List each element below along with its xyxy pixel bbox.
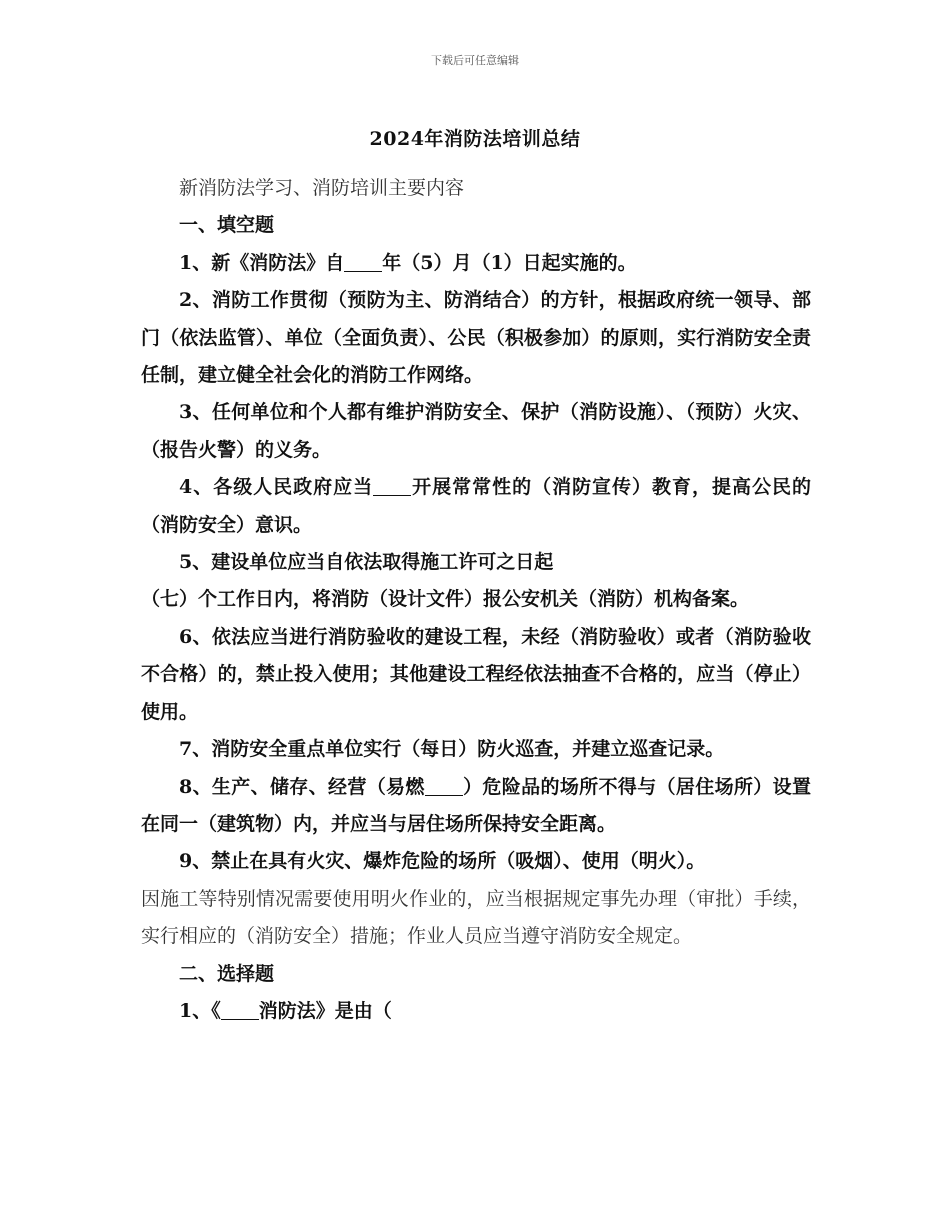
choice-question-1 — [141, 993, 811, 1030]
question-6: 6、依法应当进行消防验收的建设工程，未经（消防验收）或者（消防验收不合格）的，禁止投入使用；其他建设工程经依法抽查不合格的，应当（停止）使用。 — [141, 625, 811, 723]
question-4-part-a: 4、各级人民政府应当 — [179, 476, 374, 499]
blank-line — [425, 776, 463, 796]
question-1-part-a: 1、新《消防法》自 — [179, 251, 345, 274]
question-8 — [141, 769, 811, 844]
question-9-continuation: 因施工等特别情况需要使用明火作业的，应当根据规定事先办理（审批）手续，实行相应的（消防安全）措施；作业人员应当遵守消防安全规定。 — [141, 887, 811, 948]
blank-line — [373, 476, 411, 496]
choice-question-1-part-b: 消防法》是由（ — [258, 999, 392, 1022]
question-1 — [141, 245, 811, 282]
question-8-part-a: 8、生产、储存、经营（易燃 — [179, 775, 425, 798]
document-body — [141, 170, 811, 1030]
question-5-continuation: （七）个工作日内，将消防（设计文件）报公安机关（消防）机构备案。 — [141, 588, 750, 611]
question-2: 2、消防工作贯彻（预防为主、防消结合）的方针，根据政府统一领导、部门（依法监管）、单位（全面负责）、公民（积极参加）的原则，实行消防安全责任制，建立健全社会化的消防工作网络。 — [141, 289, 811, 387]
question-9-first-line: 9、禁止在具有火灾、爆炸危险的场所（吸烟）、使用（明火）。 — [179, 850, 706, 873]
question-1-part-b: 年（5）月（1）日起实施的。 — [382, 251, 637, 274]
blank-line — [344, 252, 382, 272]
question-4-part-b: 开展常常性的（消防宣传）教育，提高公民的（消防安全）意识。 — [141, 476, 811, 536]
blank-line — [221, 1000, 259, 1020]
section-heading-fill-in: 一、填空题 — [179, 214, 275, 237]
document-title: 2024年消防法培训总结 — [369, 128, 581, 150]
section-heading-multiple-choice: 二、选择题 — [179, 962, 275, 985]
header-note: 下载后可任意编辑 — [431, 54, 519, 67]
question-3: 3、任何单位和个人都有维护消防安全、保护（消防设施）、（预防）火灾、（报告火警）的义务。 — [141, 401, 811, 461]
question-7: 7、消防安全重点单位实行（每日）防火巡查，并建立巡查记录。 — [179, 738, 725, 761]
question-8-part-b: ）危险品的场所不得与（居住场所）设置在同一（建筑物）内，并应当与居住场所保持安全距离。 — [141, 775, 811, 835]
intro-line: 新消防法学习、消防培训主要内容 — [179, 177, 465, 199]
question-5-first-line: 5、建设单位应当自依法取得施工许可之日起 — [179, 551, 554, 574]
question-4 — [141, 469, 811, 544]
choice-question-1-part-a: 1、《 — [179, 999, 221, 1022]
